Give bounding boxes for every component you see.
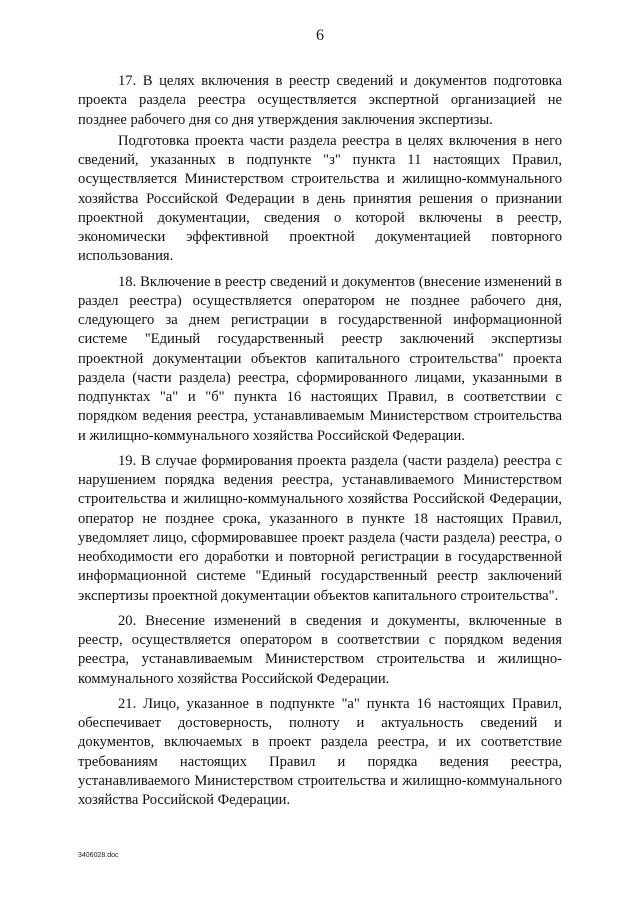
paragraph-20: 20. Внесение изменений в сведения и документы, включенные в реестр, осуществляется оператором в соответствии с порядком ведения реестра, устанавливаемым Министерством строительства и жилищно-коммунального хозяйства Российской Федерации. [78, 612, 562, 687]
page-number: 6 [316, 27, 324, 44]
document-body [78, 72, 562, 816]
paragraph-17-continuation: Подготовка проекта части раздела реестра в целях включения в него сведений, указанных в подпункте "з" пункта 11 настоящих Правил, осуществляется Министерством строительства и жилищно-коммунального хозяйства Российской Федерации в день принятия решения о признании проектной документации, сведения о которой включены в реестр, экономически эффективной проектной документацией повторного использования. [78, 132, 562, 265]
paragraph-21: 21. Лицо, указанное в подпункте "а" пункта 16 настоящих Правил, обеспечивает достоверность, полноту и актуальность сведений и документов, включаемых в проект раздела реестра, и их соответствие требованиям настоящих Правил и порядка ведения реестра, устанавливаемого Министерством строительства и жилищно-коммунального хозяйства Российской Федерации. [78, 695, 562, 808]
document-file-code: 3406028.doc [78, 852, 119, 859]
paragraph-18: 18. Включение в реестр сведений и документов (внесение изменений в раздел реестра) осуществляется оператором не позднее рабочего дня, следующего за днем регистрации в государственной информационной системе "Единый государственный реестр заключений экспертизы проектной документации объектов капитального строительства" проекта раздела (части раздела) реестра, сформированного лицами, указанными в подпунктах "а" и "б" пункта 16 настоящих Правил, в соответствии с порядком ведения реестра, устанавливаемым Министерством строительства и жилищно-коммунального хозяйства Российской Федерации. [78, 273, 562, 444]
paragraph-17: 17. В целях включения в реестр сведений и документов подготовка проекта раздела реестра осуществляется экспертной организацией не позднее рабочего дня со дня утверждения заключения экспертизы. [78, 73, 562, 128]
paragraph-19: 19. В случае формирования проекта раздела (части раздела) реестра с нарушением порядка ведения реестра, устанавливаемого Министерством строительства и жилищно-коммунального хозяйства Российской Федерации, оператор не позднее срока, указанного в пункте 18 настоящих Правил, уведомляет лицо, сформировавшее проект раздела (части раздела) реестра, о необходимости его доработки и повторной регистрации в государственной информационной системе "Единый государственный реестр заключений экспертизы проектной документации объектов капитального строительства". [78, 452, 562, 604]
